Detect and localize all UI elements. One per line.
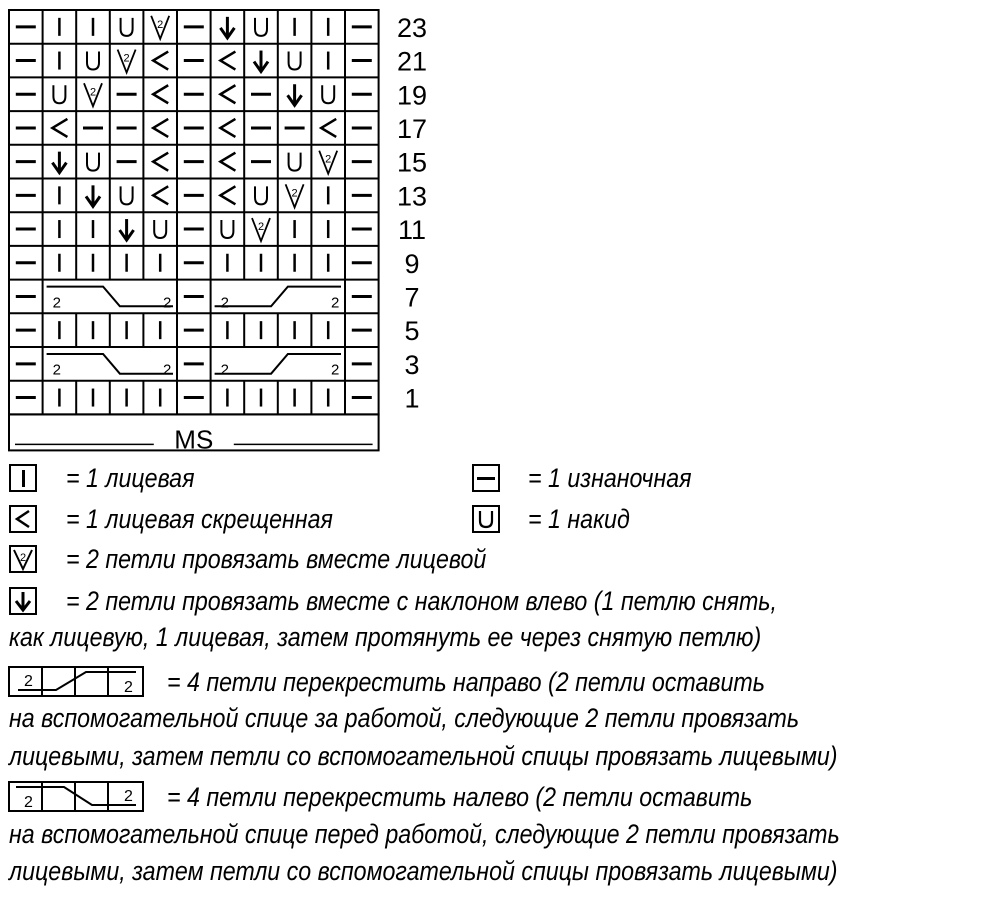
row-number: 23 bbox=[396, 12, 428, 43]
stitch-SKP bbox=[120, 219, 134, 240]
legend-cross-left-text-3: лицевыми, затем петли со вспомогательной спицы провязать лицевыми) bbox=[9, 856, 838, 886]
stitch-Y bbox=[154, 220, 166, 238]
svg-text:2: 2 bbox=[257, 221, 265, 234]
svg-text:2: 2 bbox=[331, 294, 340, 312]
stitch-K2 bbox=[118, 50, 136, 73]
svg-text:2: 2 bbox=[163, 294, 172, 312]
stitch-Y bbox=[289, 153, 301, 171]
twisted-stitch-icon bbox=[11, 507, 35, 531]
row-number: 21 bbox=[396, 46, 428, 77]
row-number: 5 bbox=[404, 316, 420, 347]
stitch-K2 bbox=[151, 16, 169, 39]
legend-cross-right-text-1: = 4 петли перекрестить направо (2 петли оставить bbox=[167, 667, 765, 697]
legend-k2tog-symbol bbox=[9, 545, 37, 573]
stitch-TK bbox=[220, 119, 235, 137]
svg-text:2: 2 bbox=[220, 294, 229, 312]
stitch-Y bbox=[121, 186, 133, 204]
row-number: 9 bbox=[404, 248, 420, 279]
stitch-Y bbox=[121, 18, 133, 36]
stitch-CR bbox=[215, 287, 341, 314]
stitch-TK bbox=[153, 153, 168, 171]
ssk-arrow-icon bbox=[11, 589, 35, 613]
svg-text:2: 2 bbox=[123, 52, 130, 65]
legend-twisted-symbol bbox=[9, 505, 37, 533]
row-number: 17 bbox=[396, 113, 428, 144]
row-number: 7 bbox=[404, 282, 420, 313]
stitch-K2 bbox=[84, 83, 102, 106]
stitch-TK bbox=[220, 85, 235, 103]
legend-cross-left-symbol bbox=[8, 781, 148, 815]
stitch-CL bbox=[47, 287, 173, 314]
stitch-TK bbox=[52, 119, 67, 137]
k2tog-icon bbox=[11, 547, 35, 571]
svg-text:2: 2 bbox=[19, 552, 27, 564]
legend-purl-symbol bbox=[472, 464, 500, 492]
stitch-TK bbox=[220, 52, 235, 70]
svg-text:2: 2 bbox=[124, 679, 133, 696]
stitch-Y bbox=[87, 153, 99, 171]
legend-purl-text: = 1 изнаночная bbox=[528, 463, 692, 493]
stitch-TK bbox=[220, 186, 235, 204]
stitch-TK bbox=[153, 119, 168, 137]
stitch-SKP bbox=[86, 185, 100, 206]
row-number: 11 bbox=[397, 215, 427, 246]
legend-k2tog-text: = 2 петли провязать вместе лицевой bbox=[66, 544, 487, 574]
svg-text:2: 2 bbox=[52, 294, 61, 312]
stitch-SKP bbox=[254, 51, 268, 72]
repeat-label: MS bbox=[174, 424, 214, 455]
legend-cross-right-text-3: лицевыми, затем петли со вспомогательной спицы провязать лицевыми) bbox=[9, 741, 838, 771]
legend-yo-text: = 1 накид bbox=[528, 504, 630, 534]
svg-text:2: 2 bbox=[52, 361, 61, 379]
legend-cross-right-text-2: на вспомогательной спице за работой, следующие 2 петли провязать bbox=[9, 703, 800, 733]
stitch-TK bbox=[321, 119, 336, 137]
legend-skp-symbol bbox=[9, 587, 37, 615]
row-number: 3 bbox=[404, 349, 420, 380]
svg-text:2: 2 bbox=[89, 86, 97, 99]
stitch-K2 bbox=[252, 218, 270, 241]
svg-text:2: 2 bbox=[24, 794, 33, 811]
stitch-Y bbox=[53, 85, 65, 103]
stitch-Y bbox=[255, 186, 267, 204]
legend-yo-symbol bbox=[472, 505, 500, 533]
row-number: 15 bbox=[396, 147, 428, 178]
stitch-Y bbox=[255, 18, 267, 36]
svg-text:2: 2 bbox=[157, 18, 164, 31]
legend-cross-left-text-2: на вспомогательной спице перед работой, следующие 2 петли провязать bbox=[9, 819, 840, 849]
legend-skp-text-1: = 2 петли провязать вместе с наклоном влево (1 петлю снять, bbox=[66, 586, 777, 616]
stitch-TK bbox=[153, 186, 168, 204]
stitch-SKP bbox=[220, 17, 234, 38]
svg-text:2: 2 bbox=[325, 153, 332, 166]
stitch-Y bbox=[87, 52, 99, 70]
legend-skp-text-2: как лицевую, 1 лицевая, затем протянуть ее через снятую петлю) bbox=[9, 622, 762, 652]
stitch-Y bbox=[289, 52, 301, 70]
stitch-SKP bbox=[288, 84, 302, 105]
stitch-CR bbox=[215, 354, 341, 381]
svg-text:2: 2 bbox=[291, 187, 298, 200]
stitch-CL bbox=[47, 354, 173, 381]
svg-text:2: 2 bbox=[124, 788, 133, 805]
svg-text:2: 2 bbox=[24, 673, 33, 690]
legend-twisted-text: = 1 лицевая скрещенная bbox=[66, 504, 333, 534]
legend-cross-right-symbol bbox=[8, 666, 148, 700]
stitch-SKP bbox=[52, 152, 66, 173]
legend-knit-text: = 1 лицевая bbox=[66, 463, 195, 493]
knitting-chart bbox=[0, 0, 430, 455]
stitch-Y bbox=[322, 85, 334, 103]
row-number: 1 bbox=[404, 383, 420, 414]
legend-knit-symbol bbox=[9, 464, 37, 492]
yarn-over-icon bbox=[474, 507, 498, 531]
stitch-K2 bbox=[319, 151, 337, 174]
svg-text:2: 2 bbox=[331, 361, 340, 379]
row-number: 13 bbox=[396, 181, 428, 212]
stitch-Y bbox=[221, 220, 233, 238]
stitch-TK bbox=[220, 153, 235, 171]
row-number: 19 bbox=[396, 80, 428, 111]
legend-cross-left-text-1: = 4 петли перекрестить налево (2 петли оставить bbox=[167, 782, 753, 812]
stitch-TK bbox=[153, 85, 168, 103]
stitch-TK bbox=[153, 52, 168, 70]
stitch-K2 bbox=[286, 184, 304, 207]
svg-text:2: 2 bbox=[163, 361, 172, 379]
svg-text:2: 2 bbox=[220, 361, 229, 379]
